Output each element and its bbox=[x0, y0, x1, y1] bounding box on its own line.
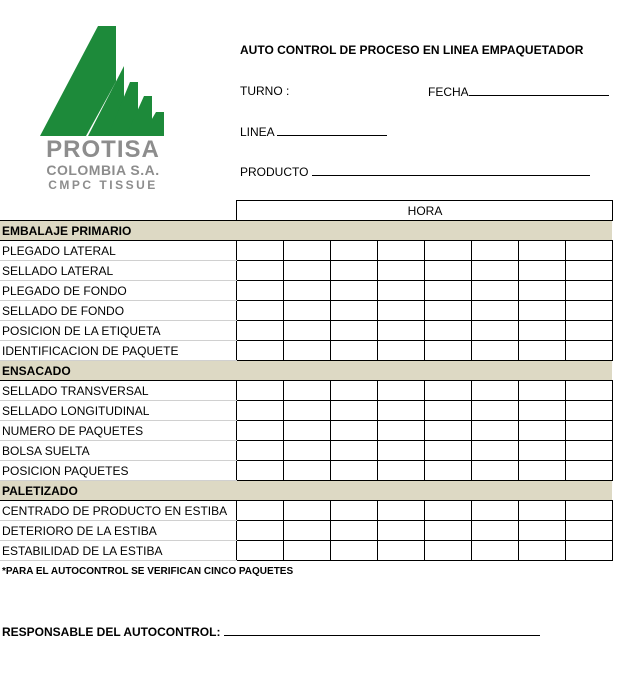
turno-label: TURNO : bbox=[240, 84, 290, 98]
check-cell[interactable] bbox=[518, 401, 565, 421]
check-cell[interactable] bbox=[424, 301, 471, 321]
check-cell[interactable] bbox=[236, 541, 283, 561]
check-cell[interactable] bbox=[377, 501, 424, 521]
empty-header-cell bbox=[0, 201, 236, 221]
check-cell[interactable] bbox=[424, 281, 471, 301]
check-cell[interactable] bbox=[236, 381, 283, 401]
check-cell[interactable] bbox=[377, 521, 424, 541]
check-cell[interactable] bbox=[518, 421, 565, 441]
table-row bbox=[0, 441, 612, 461]
check-cell[interactable] bbox=[471, 261, 518, 281]
row-label: PLEGADO LATERAL bbox=[0, 241, 236, 261]
logo-tagline: CMPC TISSUE bbox=[48, 178, 158, 192]
check-cell[interactable] bbox=[424, 241, 471, 261]
producto-label: PRODUCTO bbox=[240, 165, 309, 179]
check-cell[interactable] bbox=[236, 241, 283, 261]
check-cell[interactable] bbox=[424, 501, 471, 521]
check-cell[interactable] bbox=[330, 541, 377, 561]
check-cell[interactable] bbox=[518, 301, 565, 321]
check-cell[interactable] bbox=[236, 281, 283, 301]
check-cell[interactable] bbox=[565, 241, 612, 261]
check-cell[interactable] bbox=[424, 521, 471, 541]
check-cell[interactable] bbox=[377, 241, 424, 261]
check-cell[interactable] bbox=[565, 321, 612, 341]
check-cell[interactable] bbox=[236, 301, 283, 321]
check-cell[interactable] bbox=[236, 501, 283, 521]
check-cell[interactable] bbox=[377, 541, 424, 561]
table-row bbox=[0, 301, 612, 321]
linea-input-line[interactable] bbox=[277, 124, 387, 136]
check-cell[interactable] bbox=[518, 281, 565, 301]
producto-field[interactable] bbox=[240, 164, 590, 179]
check-cell[interactable] bbox=[424, 421, 471, 441]
hora-header: HORA bbox=[236, 201, 612, 221]
check-cell[interactable] bbox=[330, 521, 377, 541]
fecha-label: FECHA bbox=[428, 85, 469, 99]
responsable-field[interactable] bbox=[2, 624, 540, 639]
section-row bbox=[0, 221, 612, 241]
check-cell[interactable] bbox=[518, 521, 565, 541]
check-cell[interactable] bbox=[236, 321, 283, 341]
logo-brand: PROTISA bbox=[46, 136, 160, 163]
check-cell[interactable] bbox=[377, 301, 424, 321]
row-label: SELLADO DE FONDO bbox=[0, 301, 236, 321]
check-cell[interactable] bbox=[377, 261, 424, 281]
check-cell[interactable] bbox=[471, 381, 518, 401]
row-label: IDENTIFICACION DE PAQUETE bbox=[0, 341, 236, 361]
check-cell[interactable] bbox=[236, 341, 283, 361]
section-title: ENSACADO bbox=[0, 361, 612, 381]
check-cell[interactable] bbox=[377, 381, 424, 401]
row-label: POSICION DE LA ETIQUETA bbox=[0, 321, 236, 341]
check-cell[interactable] bbox=[283, 261, 330, 281]
check-cell[interactable] bbox=[236, 461, 283, 481]
check-cell[interactable] bbox=[518, 541, 565, 561]
check-cell[interactable] bbox=[518, 441, 565, 461]
check-cell[interactable] bbox=[471, 541, 518, 561]
table-row bbox=[0, 341, 612, 361]
check-cell[interactable] bbox=[283, 521, 330, 541]
check-cell[interactable] bbox=[565, 301, 612, 321]
check-cell[interactable] bbox=[471, 301, 518, 321]
company-logo bbox=[40, 26, 168, 192]
check-cell[interactable] bbox=[471, 281, 518, 301]
check-cell[interactable] bbox=[565, 461, 612, 481]
check-cell[interactable] bbox=[330, 321, 377, 341]
check-cell[interactable] bbox=[330, 441, 377, 461]
table-row bbox=[0, 241, 612, 261]
table-row bbox=[0, 381, 612, 401]
check-cell[interactable] bbox=[330, 421, 377, 441]
check-cell[interactable] bbox=[518, 461, 565, 481]
check-cell[interactable] bbox=[283, 401, 330, 421]
check-cell[interactable] bbox=[283, 321, 330, 341]
check-cell[interactable] bbox=[424, 541, 471, 561]
check-cell[interactable] bbox=[283, 281, 330, 301]
check-cell[interactable] bbox=[471, 521, 518, 541]
row-label: DETERIORO DE LA ESTIBA bbox=[0, 521, 236, 541]
check-cell[interactable] bbox=[518, 341, 565, 361]
check-cell[interactable] bbox=[330, 341, 377, 361]
check-cell[interactable] bbox=[424, 381, 471, 401]
check-cell[interactable] bbox=[330, 401, 377, 421]
row-label: SELLADO TRANSVERSAL bbox=[0, 381, 236, 401]
check-cell[interactable] bbox=[330, 241, 377, 261]
table-row bbox=[0, 281, 612, 301]
check-cell[interactable] bbox=[471, 421, 518, 441]
check-cell[interactable] bbox=[424, 261, 471, 281]
check-cell[interactable] bbox=[565, 501, 612, 521]
check-cell[interactable] bbox=[471, 241, 518, 261]
linea-label: LINEA bbox=[240, 125, 275, 139]
document-title: AUTO CONTROL DE PROCESO EN LINEA EMPAQUETADOR bbox=[240, 43, 584, 57]
section-row bbox=[0, 361, 612, 381]
table-row bbox=[0, 401, 612, 421]
responsable-label: RESPONSABLE DEL AUTOCONTROL: bbox=[2, 625, 221, 639]
row-label: SELLADO LONGITUDINAL bbox=[0, 401, 236, 421]
check-cell[interactable] bbox=[424, 341, 471, 361]
logo-subtitle: COLOMBIA S.A. bbox=[46, 162, 160, 178]
check-cell[interactable] bbox=[377, 281, 424, 301]
check-cell[interactable] bbox=[565, 521, 612, 541]
row-label: CENTRADO DE PRODUCTO EN ESTIBA bbox=[0, 501, 236, 521]
check-cell[interactable] bbox=[377, 341, 424, 361]
check-cell[interactable] bbox=[565, 401, 612, 421]
check-cell[interactable] bbox=[565, 441, 612, 461]
row-label: POSICION PAQUETES bbox=[0, 461, 236, 481]
row-label: BOLSA SUELTA bbox=[0, 441, 236, 461]
table-row bbox=[0, 521, 612, 541]
check-cell[interactable] bbox=[518, 501, 565, 521]
check-cell[interactable] bbox=[565, 261, 612, 281]
hora-header-row bbox=[0, 201, 612, 221]
row-label: SELLADO LATERAL bbox=[0, 261, 236, 281]
linea-field[interactable] bbox=[240, 124, 387, 139]
check-cell[interactable] bbox=[471, 461, 518, 481]
row-label: NUMERO DE PAQUETES bbox=[0, 421, 236, 441]
table-row bbox=[0, 541, 612, 561]
check-cell[interactable] bbox=[283, 341, 330, 361]
check-cell[interactable] bbox=[330, 261, 377, 281]
check-cell[interactable] bbox=[283, 541, 330, 561]
check-cell[interactable] bbox=[283, 301, 330, 321]
check-cell[interactable] bbox=[424, 461, 471, 481]
table-row bbox=[0, 501, 612, 521]
check-cell[interactable] bbox=[377, 321, 424, 341]
producto-input-line[interactable] bbox=[312, 164, 590, 176]
check-cell[interactable] bbox=[377, 421, 424, 441]
check-cell[interactable] bbox=[330, 461, 377, 481]
check-cell[interactable] bbox=[283, 461, 330, 481]
control-table bbox=[0, 200, 613, 561]
check-cell[interactable] bbox=[565, 381, 612, 401]
check-cell[interactable] bbox=[565, 421, 612, 441]
check-cell[interactable] bbox=[236, 441, 283, 461]
section-title: EMBALAJE PRIMARIO bbox=[0, 221, 612, 241]
check-cell[interactable] bbox=[565, 281, 612, 301]
check-cell[interactable] bbox=[283, 441, 330, 461]
check-cell[interactable] bbox=[283, 241, 330, 261]
check-cell[interactable] bbox=[424, 441, 471, 461]
check-cell[interactable] bbox=[377, 401, 424, 421]
row-label: PLEGADO DE FONDO bbox=[0, 281, 236, 301]
fecha-input-line[interactable] bbox=[469, 84, 609, 96]
check-cell[interactable] bbox=[236, 521, 283, 541]
check-cell[interactable] bbox=[565, 541, 612, 561]
table-row bbox=[0, 261, 612, 281]
check-cell[interactable] bbox=[471, 501, 518, 521]
check-cell[interactable] bbox=[236, 401, 283, 421]
section-title: PALETIZADO bbox=[0, 481, 612, 501]
responsable-input-line[interactable] bbox=[224, 624, 540, 636]
check-cell[interactable] bbox=[377, 461, 424, 481]
row-label: ESTABILIDAD DE LA ESTIBA bbox=[0, 541, 236, 561]
verification-note: *PARA EL AUTOCONTROL SE VERIFICAN CINCO PAQUETES bbox=[2, 566, 294, 577]
check-cell[interactable] bbox=[283, 421, 330, 441]
check-cell[interactable] bbox=[518, 241, 565, 261]
check-cell[interactable] bbox=[424, 401, 471, 421]
check-cell[interactable] bbox=[330, 281, 377, 301]
check-cell[interactable] bbox=[377, 441, 424, 461]
check-cell[interactable] bbox=[330, 301, 377, 321]
check-cell[interactable] bbox=[471, 321, 518, 341]
check-cell[interactable] bbox=[471, 441, 518, 461]
check-cell[interactable] bbox=[471, 341, 518, 361]
table-row bbox=[0, 461, 612, 481]
check-cell[interactable] bbox=[330, 381, 377, 401]
turno-field bbox=[240, 84, 289, 98]
check-cell[interactable] bbox=[518, 381, 565, 401]
fecha-field[interactable] bbox=[428, 84, 609, 99]
check-cell[interactable] bbox=[283, 381, 330, 401]
check-cell[interactable] bbox=[283, 501, 330, 521]
table-row bbox=[0, 421, 612, 441]
check-cell[interactable] bbox=[518, 321, 565, 341]
check-cell[interactable] bbox=[236, 421, 283, 441]
check-cell[interactable] bbox=[330, 501, 377, 521]
check-cell[interactable] bbox=[471, 401, 518, 421]
logo-mark-icon bbox=[40, 26, 168, 138]
check-cell[interactable] bbox=[518, 261, 565, 281]
check-cell[interactable] bbox=[565, 341, 612, 361]
check-cell[interactable] bbox=[424, 321, 471, 341]
section-row bbox=[0, 481, 612, 501]
check-cell[interactable] bbox=[236, 261, 283, 281]
table-row bbox=[0, 321, 612, 341]
